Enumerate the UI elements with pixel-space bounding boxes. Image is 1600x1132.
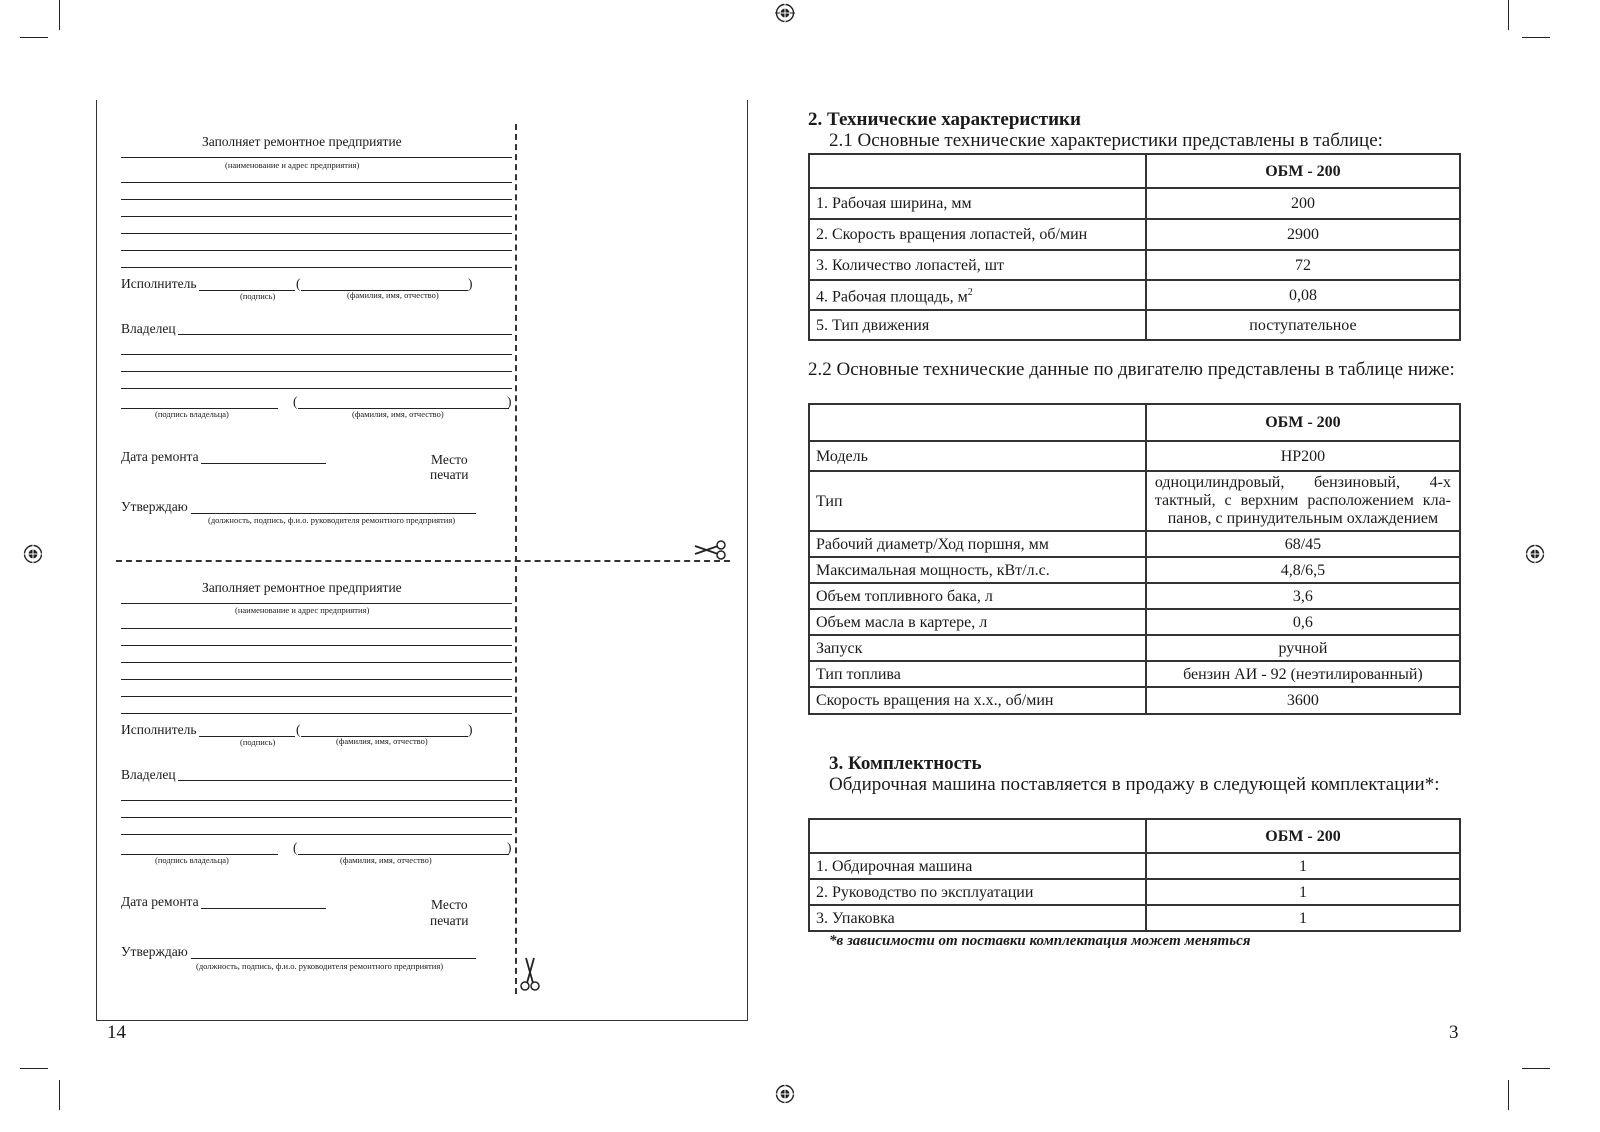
crop-mark — [59, 1080, 60, 1110]
section-title: 2. Технические характеристики — [808, 109, 1081, 130]
enterprise-line[interactable] — [121, 233, 512, 234]
repair-date-line[interactable] — [201, 463, 326, 464]
owner-line[interactable] — [121, 817, 512, 818]
table-header-row — [809, 819, 1460, 853]
table-row — [809, 531, 1460, 557]
crop-mark — [1508, 0, 1509, 30]
stamp-label: печати — [430, 467, 469, 482]
owner-line[interactable] — [121, 800, 512, 801]
table-row — [809, 188, 1460, 219]
owner-name-caption: (фамилия, имя, отчество) — [340, 855, 432, 865]
param-cell: Объем топливного бака, л — [809, 583, 1146, 609]
executor-name-caption: (фамилия, имя, отчество) — [347, 290, 439, 300]
table-row — [809, 853, 1460, 879]
table-row — [809, 661, 1460, 687]
approve-label: Утверждаю — [121, 944, 188, 959]
table-row — [809, 635, 1460, 661]
enterprise-line[interactable] — [121, 603, 512, 604]
superscript: 2 — [967, 287, 973, 299]
form-header: Заполняет ремонтное предприятие — [202, 134, 402, 149]
open-paren: ( — [293, 840, 298, 855]
registration-mark-icon — [775, 1084, 795, 1104]
stamp-label: Место — [431, 452, 468, 467]
value-cell: 68/45 — [1146, 531, 1460, 557]
value-cell: 1 — [1146, 905, 1460, 931]
param-cell: 3. Количество лопастей, шт — [809, 250, 1146, 280]
section-intro: 2.2 Основные технические данные по двигателю представлены в таблице ниже: — [808, 359, 1455, 380]
approve-caption: (должность, подпись, ф.и.о. руководителя ремонтного предприятия) — [196, 961, 444, 971]
table-row — [809, 557, 1460, 583]
page-number: 3 — [1449, 1022, 1459, 1043]
value-cell: 3,6 — [1146, 583, 1460, 609]
registration-mark-icon — [23, 544, 43, 564]
enterprise-line[interactable] — [121, 696, 512, 697]
owner-name-caption: (фамилия, имя, отчество) — [352, 409, 444, 419]
page-number: 14 — [107, 1022, 126, 1043]
crop-mark — [1522, 37, 1550, 38]
value-cell: бензин АИ - 92 (неэтилированный) — [1146, 661, 1460, 687]
section-title: 3. Комплектность — [829, 753, 982, 774]
footnote: *в зависимости от поставки комплектация может меняться — [829, 933, 1251, 949]
table-header-cell: ОБМ - 200 — [1146, 404, 1460, 441]
param-cell: Скорость вращения на х.х., об/мин — [809, 687, 1146, 714]
table-row — [809, 441, 1460, 471]
spec-table-2 — [808, 403, 1461, 715]
approve-caption: (должность, подпись, ф.и.о. руководителя ремонтного предприятия) — [208, 515, 456, 525]
executor-label: Исполнитель — [121, 276, 197, 291]
crop-mark — [20, 37, 48, 38]
value-cell: 0,6 — [1146, 609, 1460, 635]
repair-date-label: Дата ремонта — [121, 894, 199, 909]
enterprise-line[interactable] — [121, 713, 512, 714]
owner-line[interactable] — [121, 371, 512, 372]
value-cell: 0,08 — [1146, 280, 1460, 310]
param-cell: Объем масла в картере, л — [809, 609, 1146, 635]
cut-line-horizontal — [116, 560, 730, 562]
stamp-label: Место — [431, 897, 468, 912]
section-intro: Обдирочная машина поставляется в продажу в следующей комплектации*: — [829, 774, 1440, 795]
param-cell: 1. Обдирочная машина — [809, 853, 1146, 879]
enterprise-caption: (наименование и адрес предприятия) — [235, 605, 370, 615]
enterprise-line[interactable] — [121, 679, 512, 680]
registration-mark-icon — [775, 3, 795, 23]
close-paren: ) — [468, 276, 473, 291]
close-paren: ) — [507, 394, 512, 409]
table-row — [809, 687, 1460, 714]
crop-mark — [20, 1068, 48, 1069]
owner-line[interactable] — [121, 834, 512, 835]
page-border-bottom — [96, 1020, 748, 1021]
owner-line[interactable] — [121, 354, 512, 355]
owner-label: Владелец — [121, 767, 176, 782]
param-cell: 2. Руководство по эксплуатации — [809, 879, 1146, 905]
form-header: Заполняет ремонтное предприятие — [202, 580, 402, 595]
enterprise-line[interactable] — [121, 662, 512, 663]
param-cell: 5. Тип движения — [809, 310, 1146, 340]
owner-sign-caption: (подпись владельца) — [155, 409, 229, 419]
executor-label: Исполнитель — [121, 722, 197, 737]
approve-label: Утверждаю — [121, 499, 188, 514]
table-row — [809, 583, 1460, 609]
owner-label: Владелец — [121, 321, 176, 336]
approve-line[interactable] — [191, 513, 476, 514]
table-header-row — [809, 404, 1460, 441]
param-cell — [809, 280, 1146, 310]
table-row — [809, 250, 1460, 280]
table-header-cell: ОБМ - 200 — [1146, 154, 1460, 188]
param-text: 4. Рабочая площадь, м — [816, 288, 968, 306]
executor-sign-caption: (подпись) — [240, 737, 276, 747]
value-cell: HP200 — [1146, 441, 1460, 471]
table-row — [809, 879, 1460, 905]
table-header-row — [809, 154, 1460, 188]
value-cell: 2900 — [1146, 219, 1460, 250]
spec-table-3 — [808, 818, 1461, 932]
table-row — [809, 310, 1460, 340]
value-cell: поступательное — [1146, 310, 1460, 340]
enterprise-line[interactable] — [121, 182, 512, 183]
enterprise-caption: (наименование и адрес предприятия) — [225, 160, 360, 170]
param-cell: 3. Упаковка — [809, 905, 1146, 931]
value-cell: одноцилиндровый, бензиновый, 4-х тактный, с верхним расположением кла-панов, с принудительным охлаждением — [1146, 471, 1460, 531]
table-row — [809, 471, 1460, 531]
page-border-left — [96, 100, 97, 1021]
crop-mark — [1522, 1068, 1550, 1069]
param-cell: 1. Рабочая ширина, мм — [809, 188, 1146, 219]
param-cell: Рабочий диаметр/Ход поршня, мм — [809, 531, 1146, 557]
param-cell: Модель — [809, 441, 1146, 471]
executor-sign-caption: (подпись) — [240, 291, 276, 301]
close-paren: ) — [468, 722, 473, 737]
param-cell: Запуск — [809, 635, 1146, 661]
enterprise-line[interactable] — [121, 157, 512, 158]
open-paren: ( — [296, 276, 301, 291]
enterprise-line[interactable] — [121, 267, 512, 268]
value-cell: 200 — [1146, 188, 1460, 219]
value-cell: 1 — [1146, 879, 1460, 905]
enterprise-line[interactable] — [121, 250, 512, 251]
value-cell: ручной — [1146, 635, 1460, 661]
scissors-icon — [518, 956, 542, 992]
crop-mark — [59, 0, 60, 30]
value-cell: 72 — [1146, 250, 1460, 280]
open-paren: ( — [296, 722, 301, 737]
value-cell: 3600 — [1146, 687, 1460, 714]
owner-line[interactable] — [178, 334, 512, 335]
scissors-icon — [693, 540, 727, 560]
table-row — [809, 609, 1460, 635]
open-paren: ( — [293, 394, 298, 409]
param-cell: Тип топлива — [809, 661, 1146, 687]
param-cell: Максимальная мощность, кВт/л.с. — [809, 557, 1146, 583]
approve-line[interactable] — [191, 958, 476, 959]
owner-line[interactable] — [178, 780, 512, 781]
enterprise-line[interactable] — [121, 628, 512, 629]
registration-mark-icon — [1525, 544, 1545, 564]
repair-date-line[interactable] — [201, 908, 326, 909]
table-row — [809, 905, 1460, 931]
owner-sign-caption: (подпись владельца) — [155, 855, 229, 865]
param-cell: Тип — [809, 471, 1146, 531]
value-cell: 1 — [1146, 853, 1460, 879]
repair-date-label: Дата ремонта — [121, 449, 199, 464]
enterprise-line[interactable] — [121, 199, 512, 200]
close-paren: ) — [507, 840, 512, 855]
section-intro: 2.1 Основные технические характеристики представлены в таблице: — [829, 130, 1383, 151]
executor-name-caption: (фамилия, имя, отчество) — [336, 736, 428, 746]
enterprise-line[interactable] — [121, 645, 512, 646]
stamp-label: печати — [430, 913, 469, 928]
page-border-right — [747, 100, 748, 1021]
table-row — [809, 219, 1460, 250]
value-cell: 4,8/6,5 — [1146, 557, 1460, 583]
owner-line[interactable] — [121, 388, 512, 389]
enterprise-line[interactable] — [121, 216, 512, 217]
spec-table-1 — [808, 153, 1461, 341]
cut-line-vertical — [515, 124, 517, 994]
param-cell: 2. Скорость вращения лопастей, об/мин — [809, 219, 1146, 250]
crop-mark — [1508, 1080, 1509, 1110]
table-header-cell: ОБМ - 200 — [1146, 819, 1460, 853]
table-row — [809, 280, 1460, 310]
